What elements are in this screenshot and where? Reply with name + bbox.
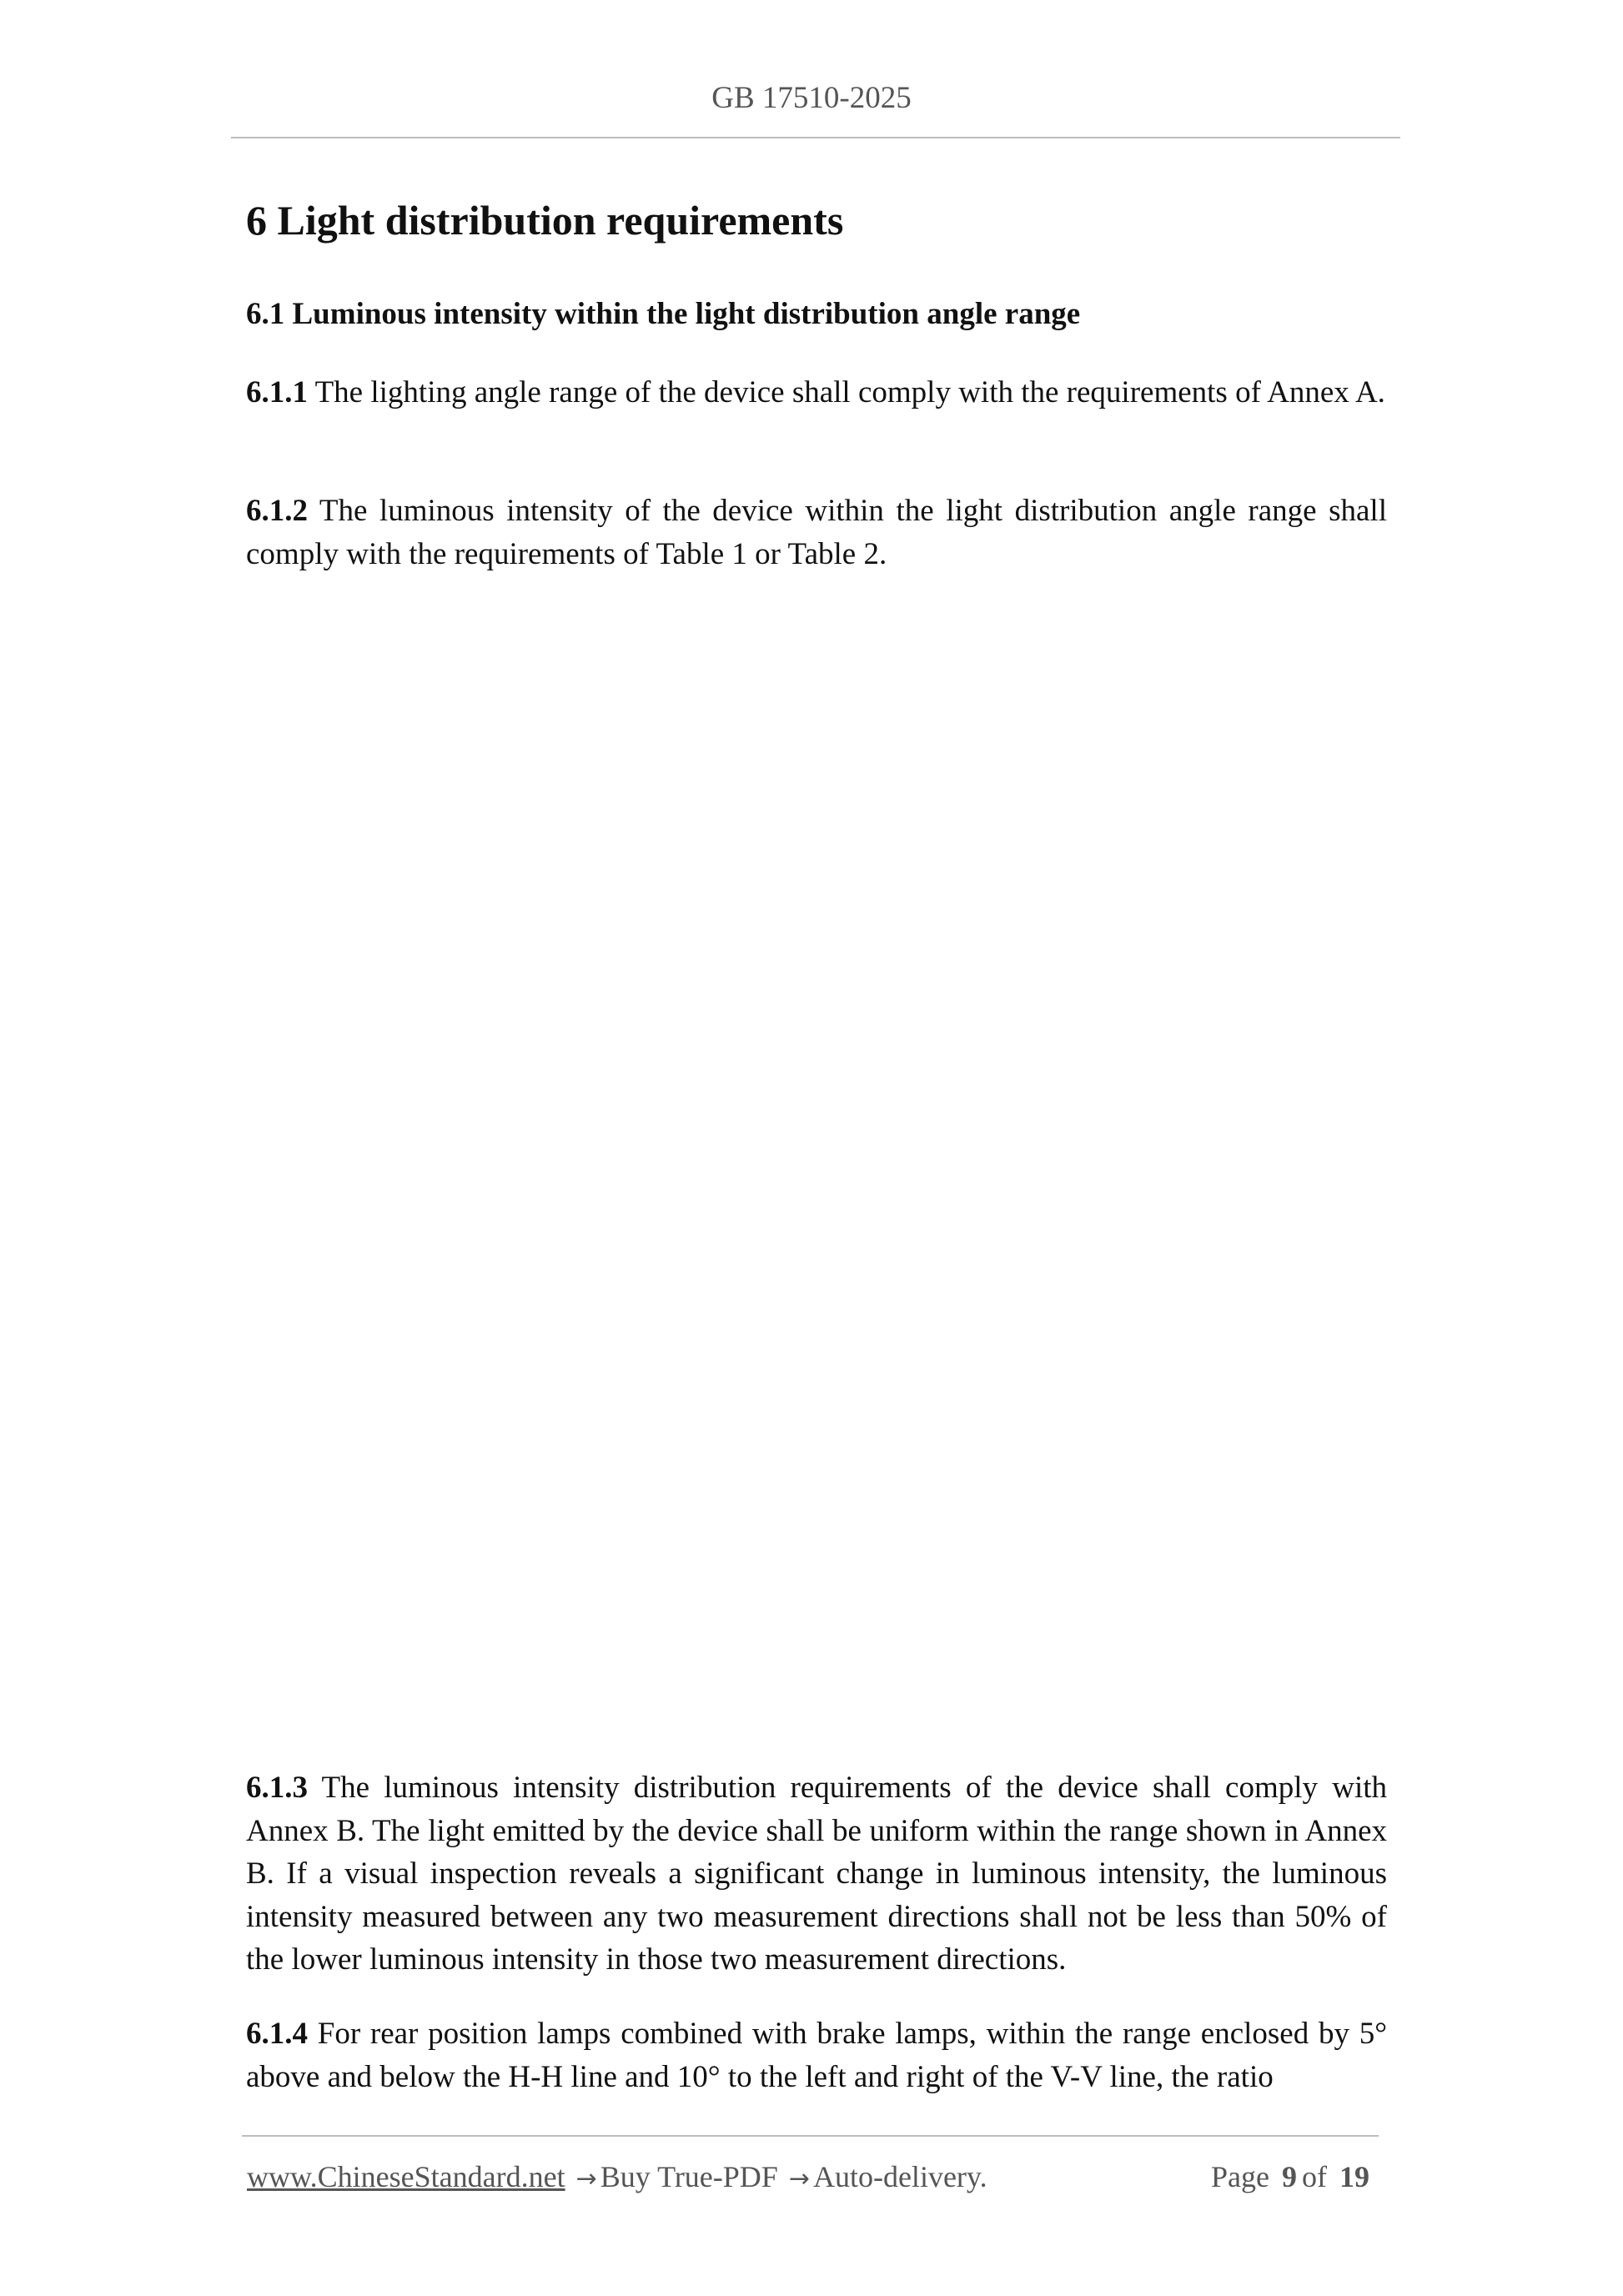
clause-6-1-4 <box>246 2012 1387 2098</box>
footer-divider <box>242 2135 1379 2137</box>
page-label: Page <box>1211 2160 1269 2193</box>
clause-6-1-1 <box>246 371 1387 414</box>
section-heading: 6 Light distribution requirements <box>246 197 844 244</box>
delivery-text: Auto-delivery. <box>812 2160 987 2193</box>
clause-6-1-2 <box>246 490 1387 575</box>
site-link[interactable]: www.ChineseStandard.net <box>247 2160 565 2193</box>
header-divider <box>231 137 1400 138</box>
clause-6-1-3 <box>246 1766 1387 1982</box>
footer-promo <box>247 2158 987 2198</box>
clause-number: 6.1.4 <box>246 2017 308 2051</box>
subsection-heading: 6.1 Luminous intensity within the light distribution angle range <box>246 297 1081 331</box>
clause-text: The luminous intensity distribution requirements of the device shall comply with Annex B. The light emitted by the device shall be uniform within the range shown in Annex B. If a visual inspection reveals a significant change in luminous intensity, the luminous intensity measured between any two measurement directions shall not be less than 50% of the lower luminous intensity in those two measurement directions. <box>246 1771 1387 1977</box>
clause-number: 6.1.1 <box>246 375 308 409</box>
total-page-count: 19 <box>1339 2160 1369 2193</box>
current-page-number: 9 <box>1282 2160 1297 2193</box>
clause-text: The luminous intensity of the device within the light distribution angle range shall comply with the requirements of Table 1 or Table 2. <box>246 494 1387 571</box>
clause-number: 6.1.3 <box>246 1771 308 1805</box>
arrow-right-icon: → <box>575 2164 597 2193</box>
buy-text: Buy True-PDF <box>600 2160 778 2193</box>
arrow-right-icon: → <box>788 2164 810 2193</box>
clause-number: 6.1.2 <box>246 494 308 528</box>
page-of-label: of <box>1302 2160 1327 2193</box>
clause-text: The lighting angle range of the device shall comply with the requirements of Annex A. <box>308 375 1385 409</box>
page-indicator <box>1211 2158 1374 2195</box>
document-code-header: GB 17510-2025 <box>711 81 912 115</box>
clause-text: For rear position lamps combined with brake lamps, within the range enclosed by 5° above and below the H-H line and 10° to the left and right of the V-V line, the ratio <box>246 2017 1387 2094</box>
